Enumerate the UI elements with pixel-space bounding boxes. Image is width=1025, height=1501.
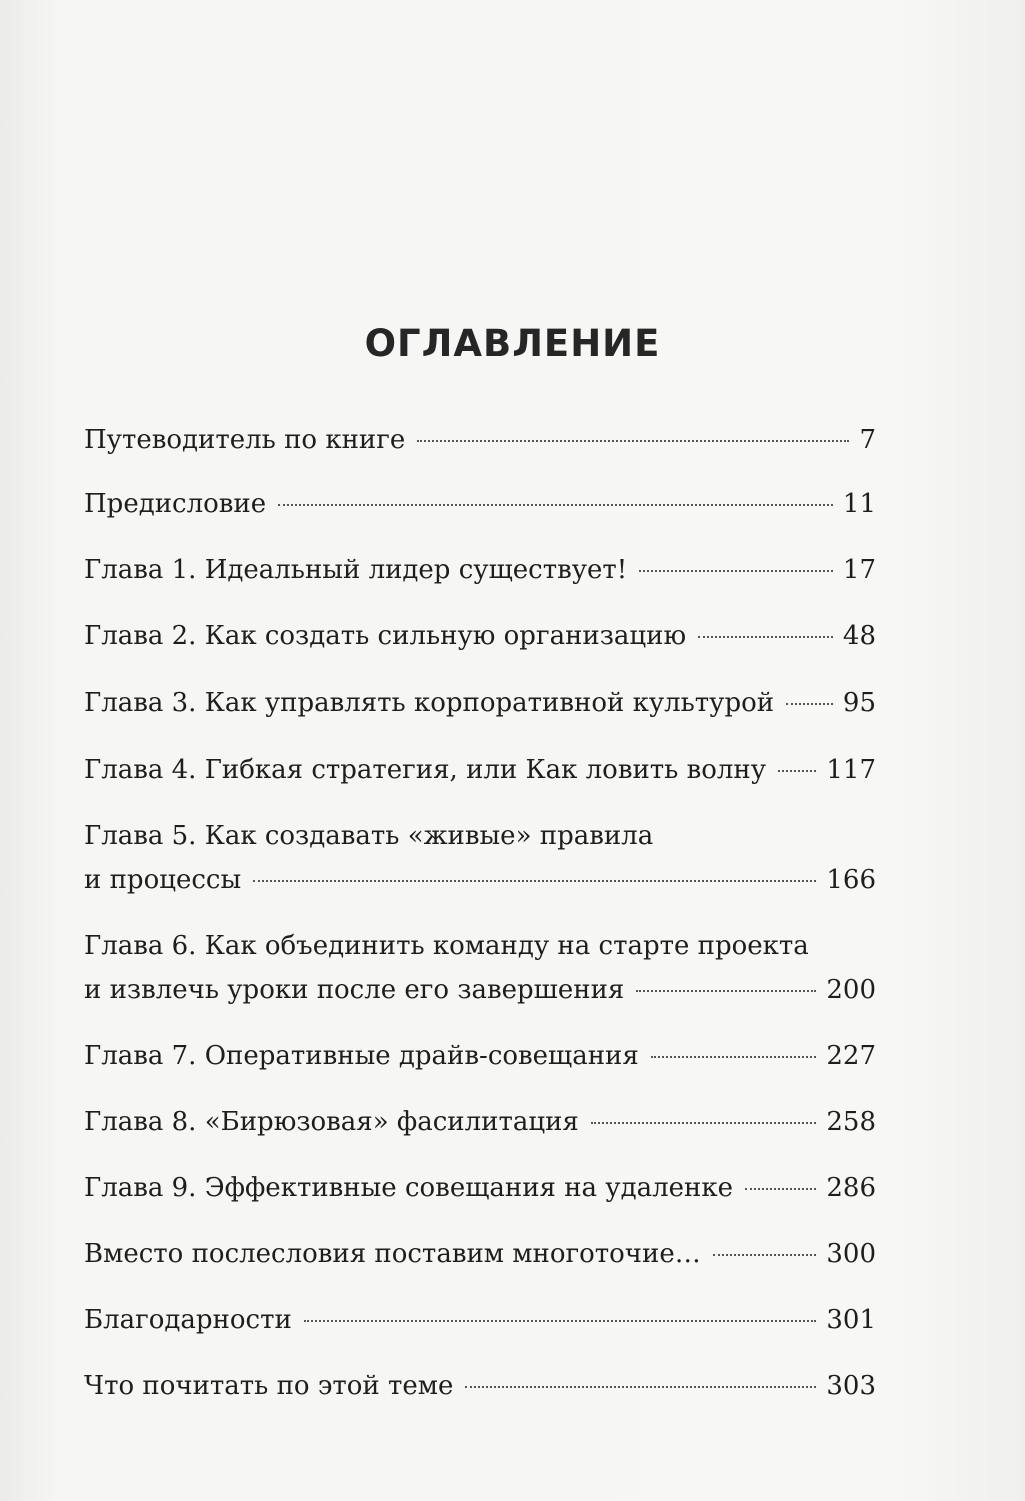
- toc-entry: [84, 1036, 876, 1076]
- toc-entry: [84, 970, 876, 1010]
- toc-entry-title: Что почитать по этой теме: [84, 1371, 454, 1401]
- toc-page-number: 301: [826, 1305, 876, 1335]
- toc-leader-dots: [591, 1122, 817, 1124]
- toc-page-number: 117: [826, 755, 876, 785]
- toc-entry: [84, 1102, 876, 1142]
- toc-entry: [84, 420, 876, 460]
- toc-entry: [84, 683, 876, 723]
- toc-entry-title: Глава 3. Как управлять корпоративной культурой: [84, 688, 775, 718]
- toc-leader-dots: [636, 990, 816, 992]
- toc-leader-dots: [304, 1320, 817, 1322]
- toc-page-number: 48: [842, 621, 876, 651]
- toc-entry: [84, 550, 876, 590]
- toc-entry: [84, 484, 876, 524]
- toc-entry: [84, 1300, 876, 1340]
- toc-leader-dots: [778, 770, 816, 772]
- toc-page-number: 11: [842, 489, 876, 519]
- toc-page-number: 303: [826, 1371, 876, 1401]
- toc-page-number: 227: [826, 1041, 876, 1071]
- toc-leader-dots: [698, 636, 833, 638]
- toc-leader-dots: [639, 570, 833, 572]
- toc-entry-title: и извлечь уроки после его завершения: [84, 975, 625, 1005]
- toc-entry-title: Путеводитель по книге: [84, 425, 406, 455]
- toc-entry-title: Глава 9. Эффективные совещания на удаленке: [84, 1173, 733, 1203]
- toc-leader-dots: [465, 1386, 816, 1388]
- toc-entry-title: Глава 1. Идеальный лидер существует!: [84, 555, 628, 585]
- toc-entry-title: Благодарности: [84, 1305, 292, 1335]
- toc-page-number: 200: [826, 975, 876, 1005]
- toc-entry-first-line: Глава 6. Как объединить команду на старте проекта: [84, 931, 809, 961]
- toc-page-number: 300: [826, 1239, 876, 1269]
- toc-leader-dots: [745, 1188, 816, 1190]
- toc-entry: [84, 1234, 876, 1274]
- toc-page-number: 95: [842, 688, 876, 718]
- toc-entry: [84, 1366, 876, 1406]
- toc-entry-title: Глава 7. Оперативные драйв-совещания: [84, 1041, 639, 1071]
- toc-entry-title: и процессы: [84, 865, 242, 895]
- toc-entry-first-line: Глава 5. Как создавать «живые» правила: [84, 821, 654, 851]
- toc-entry-title: Глава 4. Гибкая стратегия, или Как ловить волну: [84, 755, 767, 785]
- toc-entry: [84, 616, 876, 656]
- toc-leader-dots: [417, 440, 849, 442]
- toc-entry: [84, 1168, 876, 1208]
- toc-page-number: 166: [826, 865, 876, 895]
- toc-entry: [84, 750, 876, 790]
- toc-page-number: 286: [826, 1173, 876, 1203]
- toc-leader-dots: [253, 880, 816, 882]
- toc-entry-title: Глава 8. «Бирюзовая» фасилитация: [84, 1107, 579, 1137]
- toc-entry-title: Глава 2. Как создать сильную организацию: [84, 621, 687, 651]
- toc-title: ОГЛАВЛЕНИЕ: [364, 322, 661, 365]
- toc-page-number: 7: [859, 425, 876, 455]
- toc-entry-title: Предисловие: [84, 489, 267, 519]
- toc-entry-title: Вместо послесловия поставим многоточие…: [84, 1239, 701, 1269]
- toc-leader-dots: [713, 1254, 817, 1256]
- toc-leader-dots: [786, 703, 833, 705]
- toc-page-number: 258: [826, 1107, 876, 1137]
- toc-page-number: 17: [842, 555, 876, 585]
- toc-leader-dots: [651, 1056, 817, 1058]
- toc-entry: [84, 860, 876, 900]
- toc-leader-dots: [278, 504, 833, 506]
